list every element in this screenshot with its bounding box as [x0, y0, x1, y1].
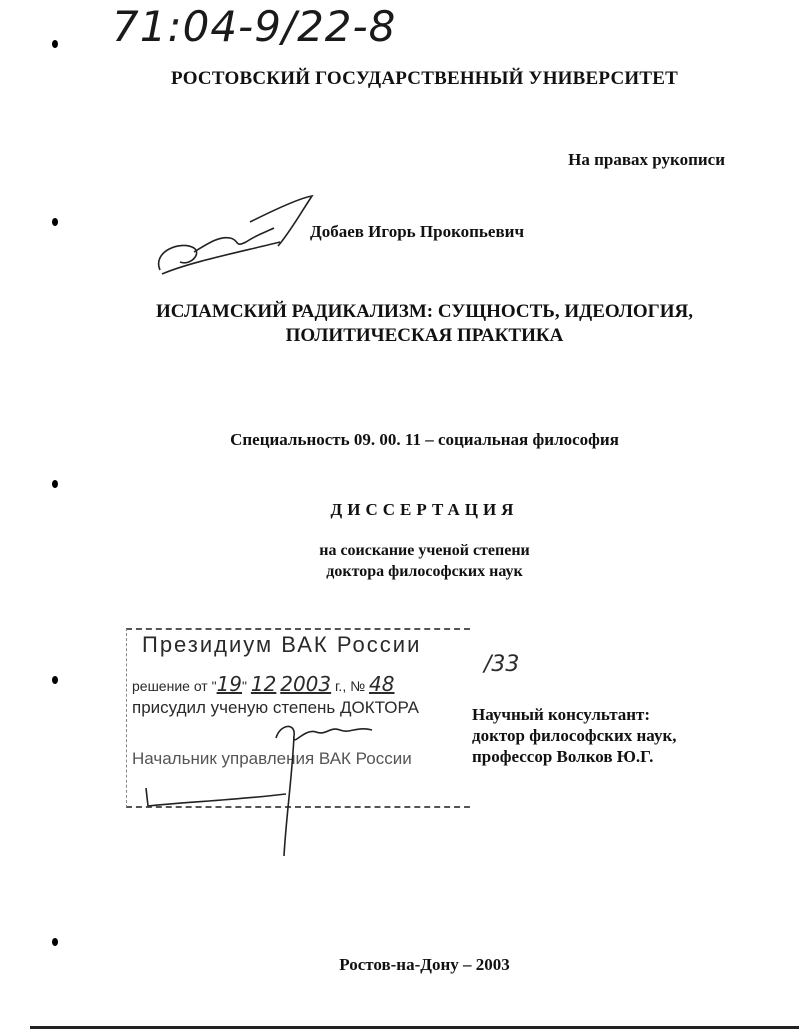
stamp-decision-month: 12 [250, 672, 277, 696]
scan-mark [52, 218, 58, 226]
handwritten-catalog-number: 71:04-9/22-8 [112, 2, 397, 51]
consultant-name: профессор Волков Ю.Г. [472, 747, 654, 766]
author-name: Добаев Игорь Прокопьевич [310, 222, 525, 241]
author-signature [150, 192, 320, 292]
stamp-title: Президиум ВАК России [142, 632, 422, 657]
city-year: Ростов-на-Дону – 2003 [339, 955, 510, 974]
stamp-decision-day: 19 [216, 672, 243, 696]
scan-mark [52, 480, 58, 488]
scientific-consultant [472, 704, 677, 767]
consultant-label: Научный консультант: [472, 705, 651, 724]
dissertation-title [0, 300, 799, 348]
stamp-decision-line: решение от "19" 12 2003 г., № 48 [132, 672, 395, 696]
stamp-number-prefix: г., № [335, 678, 366, 694]
degree-line: на соискание ученой степени [319, 542, 530, 559]
stamp-head: Начальник управления ВАК России [132, 749, 412, 768]
document-type: ДИССЕРТАЦИЯ [330, 500, 519, 519]
university-name: РОСТОВСКИЙ ГОСУДАРСТВЕННЫЙ УНИВЕРСИТЕТ [171, 68, 678, 89]
vak-stamp [126, 628, 520, 806]
scan-mark [52, 938, 58, 946]
title-line: ИСЛАМСКИЙ РАДИКАЛИЗМ: СУЩНОСТЬ, ИДЕОЛОГИЯ, [155, 301, 694, 322]
stamp-signature [126, 718, 471, 858]
specialty: Специальность 09. 00. 11 – социальная философия [230, 430, 619, 449]
stamp-decision-number: 48 [369, 672, 395, 696]
title-line: ПОЛИТИЧЕСКАЯ ПРАКТИКА [285, 325, 564, 346]
scan-mark [52, 676, 58, 684]
degree-sought [0, 540, 799, 582]
degree-line: доктора философских наук [326, 563, 523, 580]
scan-bottom-edge [30, 1026, 799, 1029]
stamp-number-suffix: /33 [484, 652, 520, 677]
manuscript-rights: На правах рукописи [568, 150, 725, 169]
scan-mark [52, 40, 58, 48]
consultant-degree: доктор философских наук, [472, 726, 677, 745]
stamp-decision-year: 2003 [280, 672, 332, 696]
stamp-decision-prefix: решение от [132, 678, 208, 694]
stamp-awarded: присудил ученую степень ДОКТОРА [132, 698, 420, 717]
